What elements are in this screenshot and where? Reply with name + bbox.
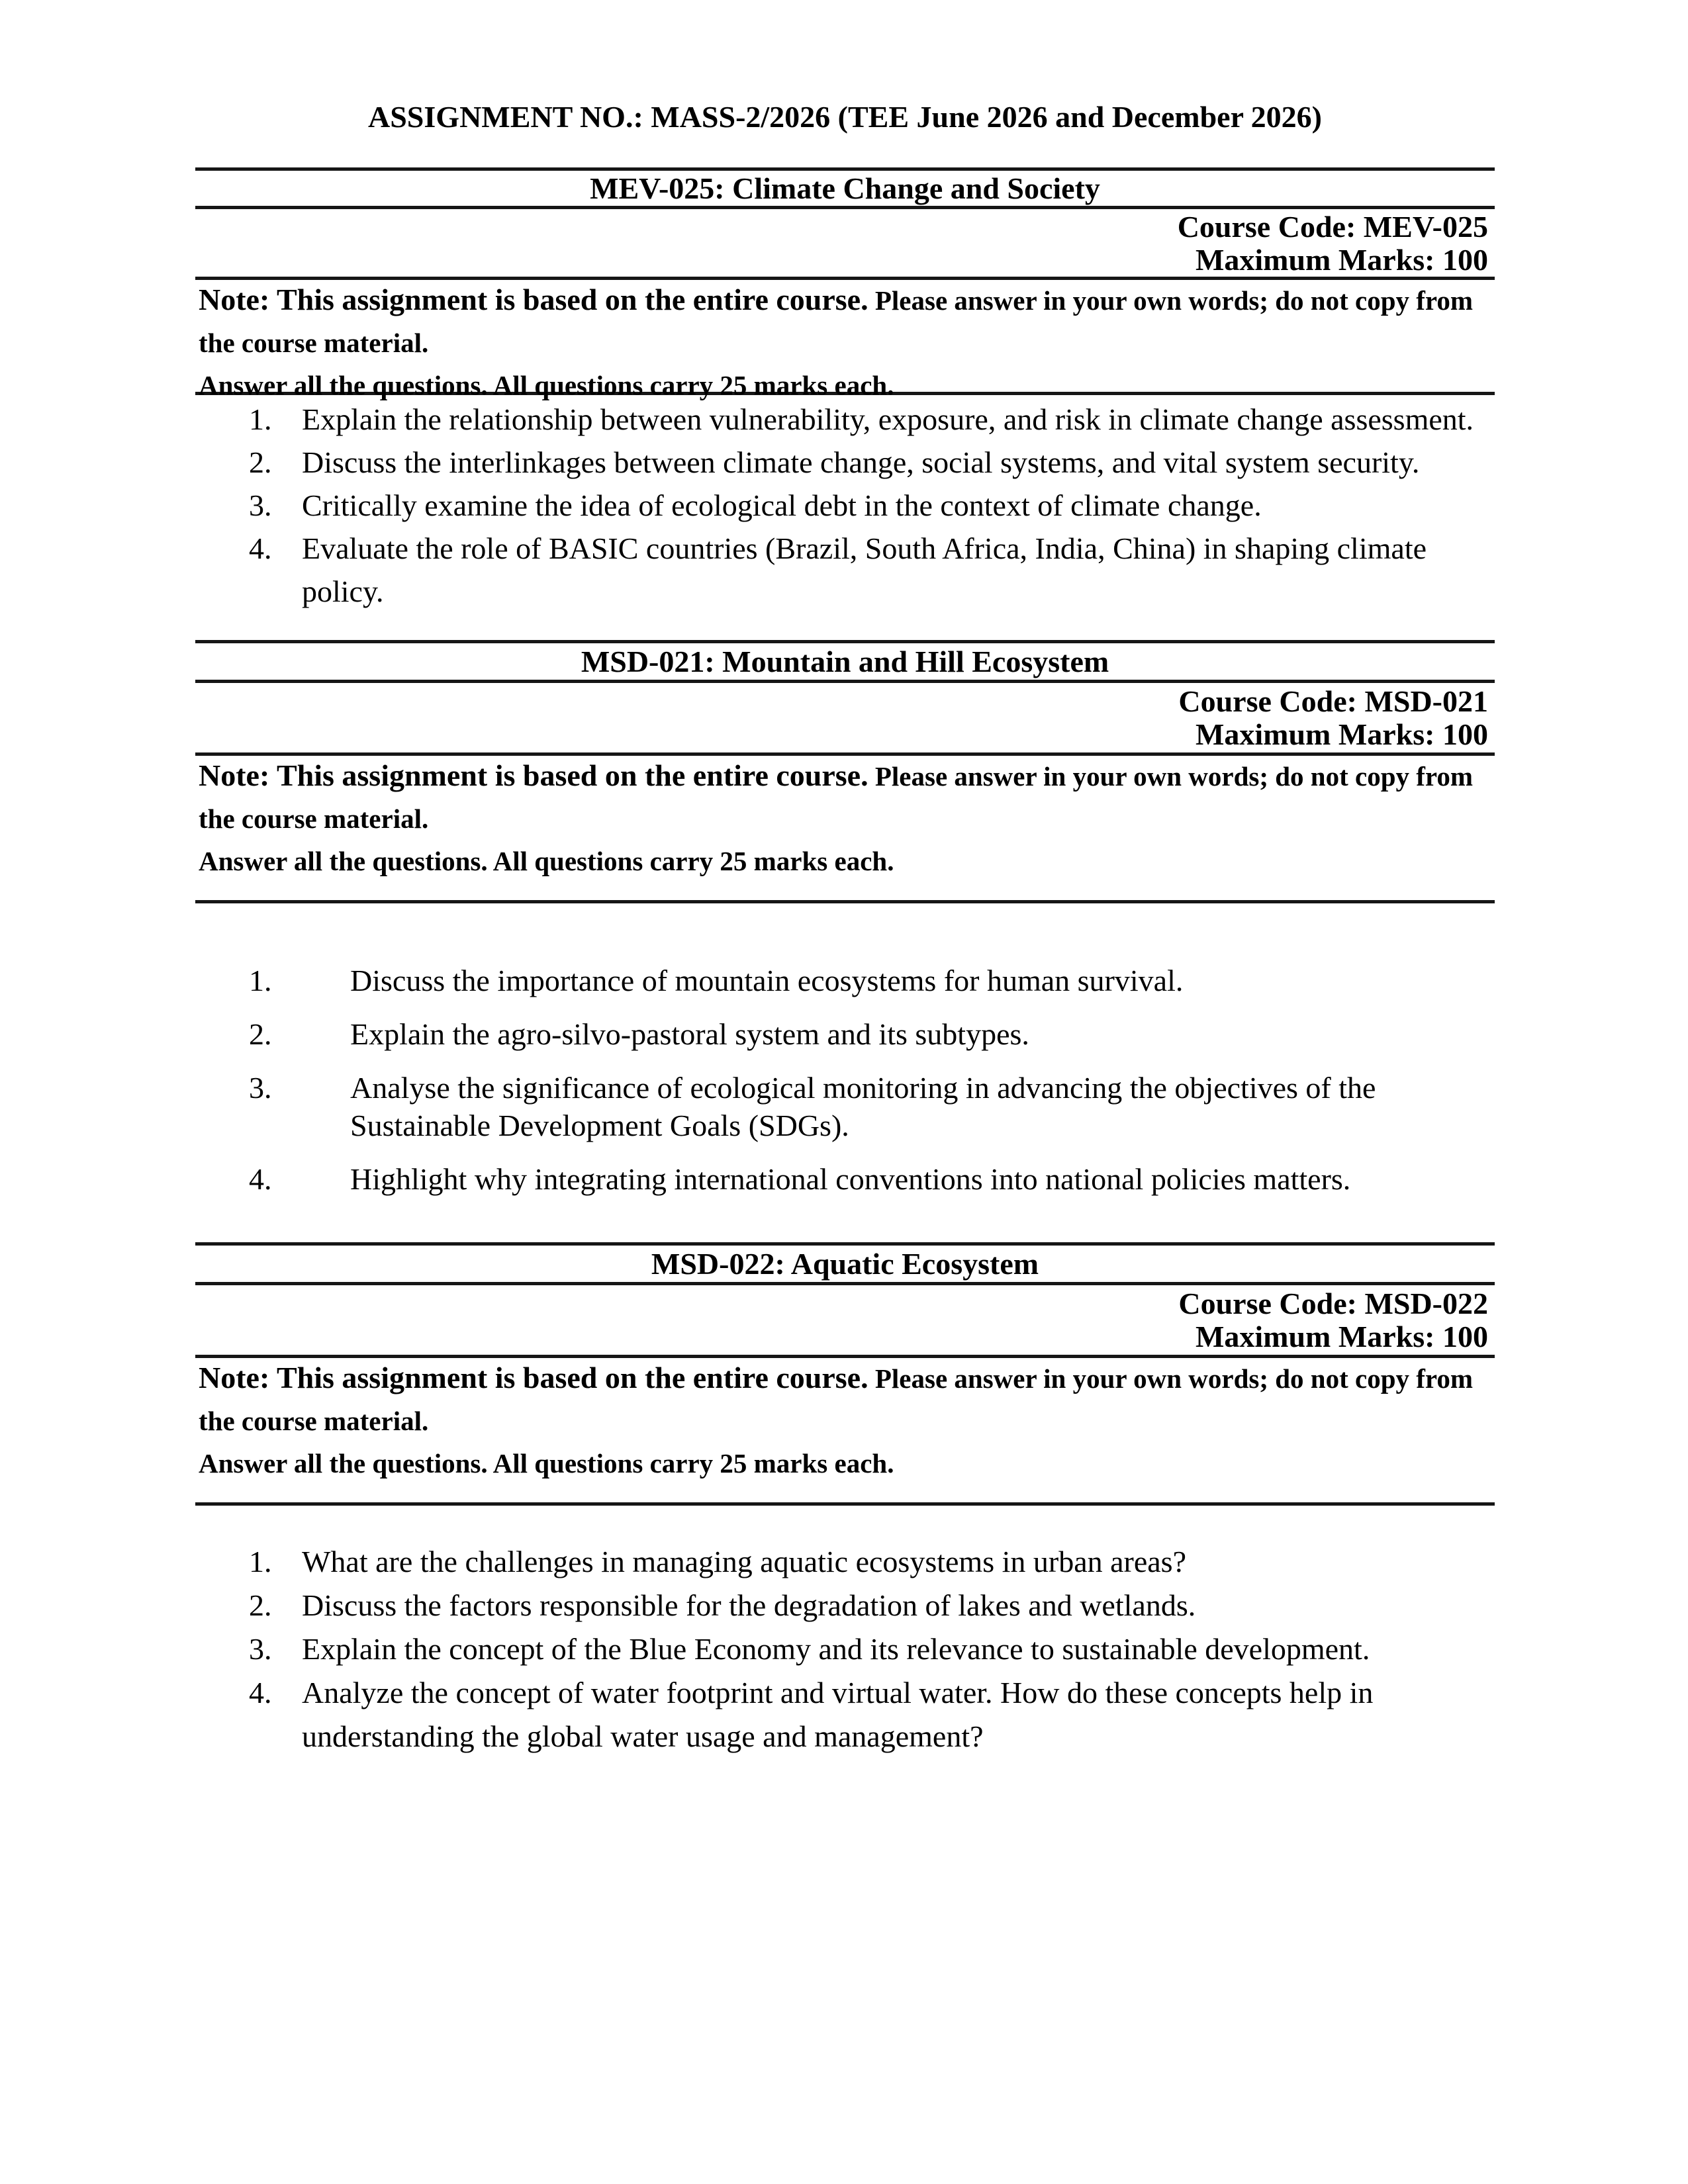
- note: [195, 280, 1495, 400]
- question-text: What are the challenges in managing aquatic ecosystems in urban areas?: [302, 1545, 1186, 1578]
- question-item: [195, 527, 1495, 613]
- question-text: Discuss the factors responsible for the degradation of lakes and wetlands.: [302, 1588, 1196, 1622]
- question-item: [195, 1584, 1495, 1627]
- course-code: Course Code: MEV-025: [1177, 210, 1488, 244]
- question-number: 3.: [249, 1071, 272, 1105]
- max-marks: Maximum Marks: 100: [1195, 717, 1488, 751]
- note-main: Note: This assignment is based on the entire course.: [199, 283, 868, 316]
- question-number: 1.: [249, 964, 272, 997]
- course-code: Course Code: MSD-022: [1178, 1287, 1488, 1320]
- question-list: [195, 395, 1495, 640]
- question-text: Explain the relationship between vulnerability, exposure, and risk in climate change assessment.: [302, 402, 1474, 436]
- course-title: MEV-025: Climate Change and Society: [590, 171, 1100, 205]
- note-rest: Please answer in your own words; do not copy from the course material.: [199, 761, 1474, 834]
- course-meta: [195, 209, 1495, 277]
- note-rest: Please answer in your own words; do not copy from the course material.: [199, 1363, 1474, 1436]
- question-text: Highlight why integrating international conventions into national policies matters.: [350, 1162, 1351, 1196]
- max-marks: Maximum Marks: 100: [1195, 1320, 1488, 1353]
- question-item: [195, 1069, 1495, 1144]
- question-text: Analyse the significance of ecological monitoring in advancing the objectives of the Sustainable Development Goals (SDGs).: [350, 1071, 1376, 1142]
- answer-instruction: Answer all the questions. All questions carry 25 marks each.: [199, 370, 894, 400]
- question-item: [195, 1540, 1495, 1584]
- question-item: [195, 441, 1495, 484]
- course-title: MSD-022: Aquatic Ecosystem: [651, 1247, 1039, 1281]
- course-section-msd-021: [195, 640, 1495, 1242]
- question-number: 1.: [249, 1545, 272, 1578]
- question-number: 2.: [249, 1017, 272, 1051]
- question-list: [195, 1506, 1495, 1758]
- question-list: [195, 903, 1495, 1242]
- max-marks: Maximum Marks: 100: [1195, 243, 1488, 277]
- note-main: Note: This assignment is based on the entire course.: [199, 1361, 868, 1394]
- question-number: 2.: [249, 445, 272, 479]
- question-text: Evaluate the role of BASIC countries (Brazil, South Africa, India, China) in shaping climate policy.: [302, 531, 1427, 608]
- document-page: [195, 98, 1495, 1758]
- course-section-msd-022: [195, 1242, 1495, 1758]
- question-text: Discuss the interlinkages between climate change, social systems, and vital system security.: [302, 445, 1420, 479]
- course-section-mev-025: [195, 167, 1495, 640]
- note: [195, 756, 1495, 900]
- course-meta: [195, 683, 1495, 752]
- question-item: [195, 1671, 1495, 1758]
- question-number: 4.: [249, 531, 272, 565]
- question-number: 3.: [249, 1632, 272, 1666]
- course-meta: [195, 1285, 1495, 1355]
- course-title: MSD-021: Mountain and Hill Ecosystem: [581, 645, 1109, 678]
- note: [195, 1358, 1495, 1502]
- question-number: 3.: [249, 488, 272, 522]
- answer-instruction: Answer all the questions. All questions carry 25 marks each.: [199, 846, 894, 876]
- answer-instruction: Answer all the questions. All questions carry 25 marks each.: [199, 1448, 894, 1479]
- question-number: 4.: [249, 1676, 272, 1709]
- question-number: 4.: [249, 1162, 272, 1196]
- course-code: Course Code: MSD-021: [1178, 684, 1488, 718]
- assignment-title: ASSIGNMENT NO.: MASS-2/2026 (TEE June 2026 and December 2026): [368, 100, 1322, 134]
- question-text: Critically examine the idea of ecological debt in the context of climate change.: [302, 488, 1262, 522]
- question-item: [195, 398, 1495, 441]
- question-item: [195, 1015, 1495, 1053]
- question-number: 2.: [249, 1588, 272, 1622]
- question-item: [195, 1627, 1495, 1671]
- question-item: [195, 1160, 1495, 1198]
- question-text: Discuss the importance of mountain ecosystems for human survival.: [350, 964, 1184, 997]
- question-text: Explain the agro-silvo-pastoral system and its subtypes.: [350, 1017, 1029, 1051]
- question-item: [195, 484, 1495, 527]
- question-text: Explain the concept of the Blue Economy and its relevance to sustainable development.: [302, 1632, 1370, 1666]
- note-rest: Please answer in your own words; do not copy from the course material.: [199, 285, 1474, 358]
- question-item: [195, 962, 1495, 999]
- note-main: Note: This assignment is based on the entire course.: [199, 758, 868, 792]
- question-text: Analyze the concept of water footprint and virtual water. How do these concepts help in understanding the global water usage and management?: [302, 1676, 1374, 1753]
- question-number: 1.: [249, 402, 272, 436]
